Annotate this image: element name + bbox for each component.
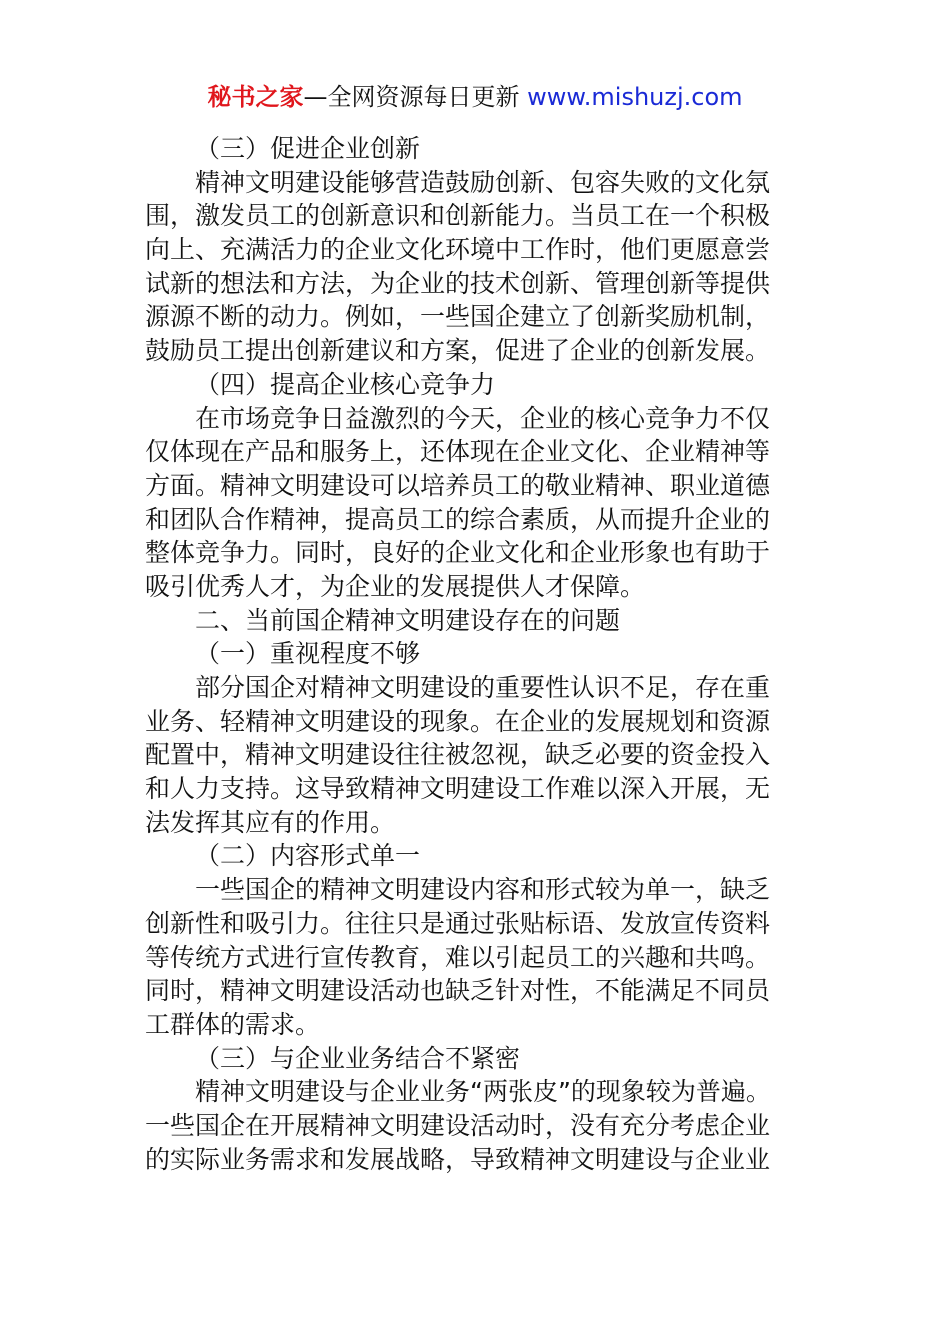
text-line: 业务、轻精神文明建设的现象。在企业的发展规划和资源 <box>145 706 771 736</box>
text-line: 创新性和吸引力。往往只是通过张贴标语、发放宣传资料 <box>145 908 771 938</box>
text-line: 配置中，精神文明建设往往被忽视，缺乏必要的资金投入 <box>145 740 771 770</box>
text-line: 精神文明建设能够营造鼓励创新、包容失败的文化氛 <box>195 167 771 197</box>
text-line: 的实际业务需求和发展战略，导致精神文明建设与企业业 <box>145 1144 771 1174</box>
text-line: 围，激发员工的创新意识和创新能力。当员工在一个积极 <box>145 201 771 231</box>
text-line: （三）促进企业创新 <box>195 134 421 163</box>
site-url[interactable]: www.mishuzj.com <box>527 83 743 111</box>
site-tagline: —全网资源每日更新 <box>303 83 528 111</box>
text-line: （一）重视程度不够 <box>195 639 421 669</box>
text-line: （三）与企业业务结合不紧密 <box>195 1043 521 1073</box>
text-line: 同时，精神文明建设活动也缺乏针对性，不能满足不同员 <box>145 976 771 1006</box>
text-line: 和团队合作精神，提高员工的综合素质，从而提升企业的 <box>145 504 771 534</box>
document-body <box>145 132 810 1176</box>
text-line: 向上、充满活力的企业文化环境中工作时，他们更愿意尝 <box>145 235 771 265</box>
site-brand: 秘书之家 <box>207 83 304 111</box>
text-line: 试新的想法和方法，为企业的技术创新、管理创新等提供 <box>145 268 771 298</box>
text-line: 吸引优秀人才，为企业的发展提供人才保障。 <box>145 571 646 601</box>
text-line: 源源不断的动力。例如，一些国企建立了创新奖励机制， <box>145 302 771 332</box>
text-line: 一些国企在开展精神文明建设活动时，没有充分考虑企业 <box>145 1110 771 1140</box>
text-line: 仅体现在产品和服务上，还体现在企业文化、企业精神等 <box>145 437 771 467</box>
text-line: 等传统方式进行宣传教育，难以引起员工的兴趣和共鸣。 <box>145 942 771 972</box>
text-line: 和人力支持。这导致精神文明建设工作难以深入开展，无 <box>145 774 771 804</box>
text-line: 在市场竞争日益激烈的今天，企业的核心竞争力不仅 <box>195 403 771 433</box>
text-line: 一些国企的精神文明建设内容和形式较为单一，缺乏 <box>195 875 771 905</box>
text-line: 方面。精神文明建设可以培养员工的敬业精神、职业道德 <box>145 470 771 500</box>
text-line: 鼓励员工提出创新建议和方案，促进了企业的创新发展。 <box>145 336 771 366</box>
site-header <box>0 80 950 114</box>
text-line: 精神文明建设与企业业务“两张皮”的现象较为普遍。 <box>195 1077 771 1107</box>
text-line: （四）提高企业核心竞争力 <box>195 369 496 399</box>
text-line: （二）内容形式单一 <box>195 841 421 871</box>
text-line: 整体竞争力。同时，良好的企业文化和企业形象也有助于 <box>145 538 771 568</box>
text-line: 部分国企对精神文明建设的重要性认识不足，存在重 <box>195 673 771 702</box>
text-line: 二、当前国企精神文明建设存在的问题 <box>195 605 621 635</box>
text-line: 法发挥其应有的作用。 <box>145 807 396 837</box>
text-line: 工群体的需求。 <box>145 1009 321 1039</box>
